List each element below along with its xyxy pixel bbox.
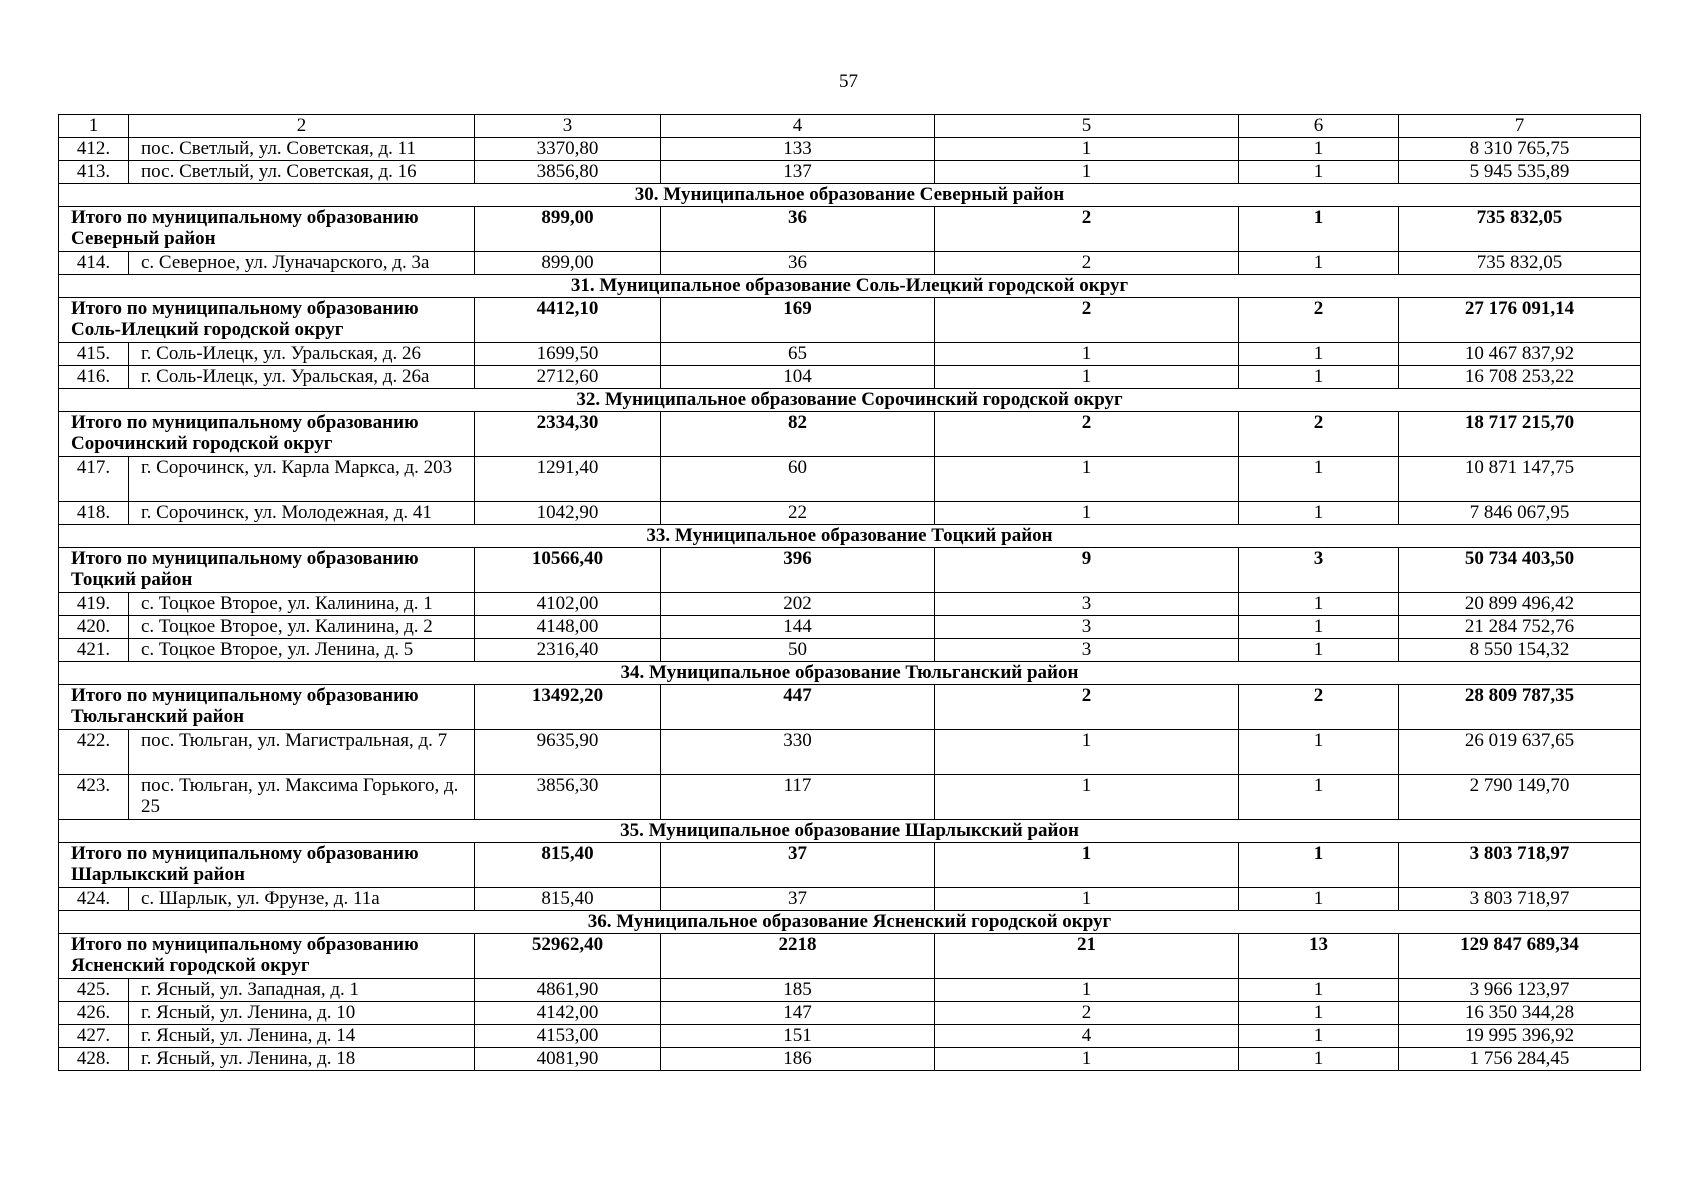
row-col4: 186 xyxy=(661,1048,935,1071)
row-col6: 1 xyxy=(1239,616,1399,639)
row-number: 426. xyxy=(59,1002,129,1025)
table-body xyxy=(59,115,1641,1071)
row-col6: 1 xyxy=(1239,1002,1399,1025)
row-col6: 1 xyxy=(1239,888,1399,911)
row-area: 1042,90 xyxy=(475,502,661,525)
row-amount: 3 966 123,97 xyxy=(1399,979,1641,1002)
row-amount: 19 995 396,92 xyxy=(1399,1025,1641,1048)
row-col5: 1 xyxy=(935,502,1239,525)
row-amount: 16 350 344,28 xyxy=(1399,1002,1641,1025)
table-row xyxy=(59,343,1641,366)
row-address: г. Ясный, ул. Ленина, д. 14 xyxy=(129,1025,475,1048)
row-col4: 330 xyxy=(661,730,935,775)
table-row xyxy=(59,730,1641,775)
row-col5: 2 xyxy=(935,1002,1239,1025)
row-col6: 1 xyxy=(1239,775,1399,820)
section-heading-row xyxy=(59,525,1641,548)
total-label: Итого по муниципальному образованию Шарлыкский район xyxy=(59,843,475,888)
total-row xyxy=(59,843,1641,888)
row-address: пос. Светлый, ул. Советская, д. 11 xyxy=(129,138,475,161)
row-col5: 1 xyxy=(935,888,1239,911)
row-col6: 1 xyxy=(1239,343,1399,366)
total-col6: 2 xyxy=(1239,412,1399,457)
section-title: 35. Муниципальное образование Шарлыкский район xyxy=(59,820,1641,843)
row-area: 3370,80 xyxy=(475,138,661,161)
total-amount: 3 803 718,97 xyxy=(1399,843,1641,888)
total-col4: 396 xyxy=(661,548,935,593)
row-col6: 1 xyxy=(1239,1048,1399,1071)
row-amount: 735 832,05 xyxy=(1399,252,1641,275)
row-col6: 1 xyxy=(1239,161,1399,184)
row-number: 427. xyxy=(59,1025,129,1048)
total-amount: 27 176 091,14 xyxy=(1399,298,1641,343)
row-amount: 21 284 752,76 xyxy=(1399,616,1641,639)
row-amount: 16 708 253,22 xyxy=(1399,366,1641,389)
section-heading-row xyxy=(59,911,1641,934)
table-row xyxy=(59,1048,1641,1071)
row-number: 423. xyxy=(59,775,129,820)
total-amount: 735 832,05 xyxy=(1399,207,1641,252)
row-col4: 202 xyxy=(661,593,935,616)
total-row xyxy=(59,685,1641,730)
total-label: Итого по муниципальному образованию Тоцкий район xyxy=(59,548,475,593)
row-number: 420. xyxy=(59,616,129,639)
page-number: 57 xyxy=(839,71,858,92)
row-amount: 1 756 284,45 xyxy=(1399,1048,1641,1071)
row-col5: 4 xyxy=(935,1025,1239,1048)
table-row xyxy=(59,457,1641,502)
row-amount: 7 846 067,95 xyxy=(1399,502,1641,525)
total-row xyxy=(59,548,1641,593)
row-amount: 5 945 535,89 xyxy=(1399,161,1641,184)
row-address: с. Тоцкое Второе, ул. Калинина, д. 1 xyxy=(129,593,475,616)
row-col4: 50 xyxy=(661,639,935,662)
row-area: 3856,80 xyxy=(475,161,661,184)
row-col4: 60 xyxy=(661,457,935,502)
total-col4: 82 xyxy=(661,412,935,457)
row-col5: 1 xyxy=(935,730,1239,775)
column-header: 1 xyxy=(59,115,129,138)
row-address: пос. Тюльган, ул. Максима Горького, д. 25 xyxy=(129,775,475,820)
row-amount: 3 803 718,97 xyxy=(1399,888,1641,911)
row-address: пос. Светлый, ул. Советская, д. 16 xyxy=(129,161,475,184)
column-header: 6 xyxy=(1239,115,1399,138)
row-number: 415. xyxy=(59,343,129,366)
row-area: 4102,00 xyxy=(475,593,661,616)
table-row xyxy=(59,888,1641,911)
row-col4: 185 xyxy=(661,979,935,1002)
row-address: г. Ясный, ул. Ленина, д. 10 xyxy=(129,1002,475,1025)
row-area: 815,40 xyxy=(475,888,661,911)
total-col6: 1 xyxy=(1239,207,1399,252)
column-header: 7 xyxy=(1399,115,1641,138)
section-heading-row xyxy=(59,389,1641,412)
table-row xyxy=(59,1002,1641,1025)
row-address: г. Сорочинск, ул. Карла Маркса, д. 203 xyxy=(129,457,475,502)
total-col5: 9 xyxy=(935,548,1239,593)
row-number: 417. xyxy=(59,457,129,502)
total-label: Итого по муниципальному образованию Соль-Илецкий городской округ xyxy=(59,298,475,343)
total-area: 815,40 xyxy=(475,843,661,888)
row-address: пос. Тюльган, ул. Магистральная, д. 7 xyxy=(129,730,475,775)
total-col4: 36 xyxy=(661,207,935,252)
row-col4: 151 xyxy=(661,1025,935,1048)
row-col4: 137 xyxy=(661,161,935,184)
row-col5: 1 xyxy=(935,343,1239,366)
column-header: 5 xyxy=(935,115,1239,138)
row-address: г. Соль-Илецк, ул. Уральская, д. 26 xyxy=(129,343,475,366)
row-area: 4861,90 xyxy=(475,979,661,1002)
row-col4: 133 xyxy=(661,138,935,161)
table-row xyxy=(59,1025,1641,1048)
table-row xyxy=(59,366,1641,389)
row-col4: 65 xyxy=(661,343,935,366)
total-area: 4412,10 xyxy=(475,298,661,343)
row-address: г. Ясный, ул. Ленина, д. 18 xyxy=(129,1048,475,1071)
row-col4: 147 xyxy=(661,1002,935,1025)
total-amount: 28 809 787,35 xyxy=(1399,685,1641,730)
table-row xyxy=(59,161,1641,184)
row-area: 4148,00 xyxy=(475,616,661,639)
column-number-row xyxy=(59,115,1641,138)
row-number: 424. xyxy=(59,888,129,911)
row-col5: 1 xyxy=(935,979,1239,1002)
row-number: 413. xyxy=(59,161,129,184)
total-amount: 129 847 689,34 xyxy=(1399,934,1641,979)
row-area: 9635,90 xyxy=(475,730,661,775)
section-title: 30. Муниципальное образование Северный район xyxy=(59,184,1641,207)
row-number: 414. xyxy=(59,252,129,275)
row-number: 425. xyxy=(59,979,129,1002)
row-number: 419. xyxy=(59,593,129,616)
total-col4: 2218 xyxy=(661,934,935,979)
housing-table xyxy=(58,114,1641,1071)
total-col6: 13 xyxy=(1239,934,1399,979)
row-col6: 1 xyxy=(1239,138,1399,161)
total-col4: 37 xyxy=(661,843,935,888)
row-col6: 1 xyxy=(1239,502,1399,525)
row-amount: 8 310 765,75 xyxy=(1399,138,1641,161)
row-address: г. Сорочинск, ул. Молодежная, д. 41 xyxy=(129,502,475,525)
row-col6: 1 xyxy=(1239,457,1399,502)
section-title: 31. Муниципальное образование Соль-Илецкий городской округ xyxy=(59,275,1641,298)
row-col5: 3 xyxy=(935,593,1239,616)
table-row xyxy=(59,593,1641,616)
row-amount: 10 871 147,75 xyxy=(1399,457,1641,502)
row-col4: 37 xyxy=(661,888,935,911)
row-col5: 1 xyxy=(935,775,1239,820)
column-header: 4 xyxy=(661,115,935,138)
total-row xyxy=(59,207,1641,252)
total-col6: 2 xyxy=(1239,685,1399,730)
total-area: 13492,20 xyxy=(475,685,661,730)
row-number: 416. xyxy=(59,366,129,389)
table-row xyxy=(59,775,1641,820)
total-area: 10566,40 xyxy=(475,548,661,593)
row-number: 412. xyxy=(59,138,129,161)
total-col5: 1 xyxy=(935,843,1239,888)
row-address: с. Северное, ул. Луначарского, д. 3а xyxy=(129,252,475,275)
row-amount: 8 550 154,32 xyxy=(1399,639,1641,662)
total-col6: 2 xyxy=(1239,298,1399,343)
column-header: 2 xyxy=(129,115,475,138)
section-heading-row xyxy=(59,820,1641,843)
row-col4: 144 xyxy=(661,616,935,639)
total-col4: 447 xyxy=(661,685,935,730)
row-col5: 1 xyxy=(935,457,1239,502)
total-area: 52962,40 xyxy=(475,934,661,979)
row-area: 2712,60 xyxy=(475,366,661,389)
row-amount: 20 899 496,42 xyxy=(1399,593,1641,616)
row-address: с. Тоцкое Второе, ул. Калинина, д. 2 xyxy=(129,616,475,639)
section-heading-row xyxy=(59,662,1641,685)
row-amount: 2 790 149,70 xyxy=(1399,775,1641,820)
total-amount: 50 734 403,50 xyxy=(1399,548,1641,593)
section-title: 33. Муниципальное образование Тоцкий район xyxy=(59,525,1641,548)
row-col6: 1 xyxy=(1239,639,1399,662)
total-col6: 3 xyxy=(1239,548,1399,593)
section-title: 36. Муниципальное образование Ясненский городской округ xyxy=(59,911,1641,934)
row-number: 428. xyxy=(59,1048,129,1071)
row-col6: 1 xyxy=(1239,593,1399,616)
section-title: 34. Муниципальное образование Тюльганский район xyxy=(59,662,1641,685)
table-row xyxy=(59,616,1641,639)
total-label: Итого по муниципальному образованию Тюльганский район xyxy=(59,685,475,730)
row-col4: 22 xyxy=(661,502,935,525)
row-area: 1291,40 xyxy=(475,457,661,502)
row-area: 2316,40 xyxy=(475,639,661,662)
row-area: 899,00 xyxy=(475,252,661,275)
table-row xyxy=(59,979,1641,1002)
row-area: 4153,00 xyxy=(475,1025,661,1048)
total-row xyxy=(59,412,1641,457)
row-col5: 2 xyxy=(935,252,1239,275)
row-address: г. Ясный, ул. Западная, д. 1 xyxy=(129,979,475,1002)
total-row xyxy=(59,298,1641,343)
total-label: Итого по муниципальному образованию Ясненский городской округ xyxy=(59,934,475,979)
row-col5: 1 xyxy=(935,161,1239,184)
total-col4: 169 xyxy=(661,298,935,343)
row-col6: 1 xyxy=(1239,730,1399,775)
row-col4: 117 xyxy=(661,775,935,820)
row-col5: 3 xyxy=(935,616,1239,639)
row-number: 421. xyxy=(59,639,129,662)
row-amount: 10 467 837,92 xyxy=(1399,343,1641,366)
total-area: 2334,30 xyxy=(475,412,661,457)
row-col6: 1 xyxy=(1239,366,1399,389)
row-area: 3856,30 xyxy=(475,775,661,820)
row-address: с. Шарлык, ул. Фрунзе, д. 11а xyxy=(129,888,475,911)
row-col5: 1 xyxy=(935,138,1239,161)
row-col5: 3 xyxy=(935,639,1239,662)
total-col5: 21 xyxy=(935,934,1239,979)
row-number: 422. xyxy=(59,730,129,775)
total-col5: 2 xyxy=(935,412,1239,457)
table-row xyxy=(59,639,1641,662)
total-col5: 2 xyxy=(935,685,1239,730)
row-col4: 104 xyxy=(661,366,935,389)
section-title: 32. Муниципальное образование Сорочинский городской округ xyxy=(59,389,1641,412)
row-area: 1699,50 xyxy=(475,343,661,366)
row-col5: 1 xyxy=(935,366,1239,389)
total-label: Итого по муниципальному образованию Сорочинский городской округ xyxy=(59,412,475,457)
row-col6: 1 xyxy=(1239,979,1399,1002)
row-col6: 1 xyxy=(1239,1025,1399,1048)
total-col5: 2 xyxy=(935,207,1239,252)
table-row xyxy=(59,252,1641,275)
row-amount: 26 019 637,65 xyxy=(1399,730,1641,775)
row-address: с. Тоцкое Второе, ул. Ленина, д. 5 xyxy=(129,639,475,662)
total-col6: 1 xyxy=(1239,843,1399,888)
row-col4: 36 xyxy=(661,252,935,275)
total-col5: 2 xyxy=(935,298,1239,343)
section-heading-row xyxy=(59,275,1641,298)
section-heading-row xyxy=(59,184,1641,207)
row-area: 4081,90 xyxy=(475,1048,661,1071)
column-header: 3 xyxy=(475,115,661,138)
row-area: 4142,00 xyxy=(475,1002,661,1025)
total-area: 899,00 xyxy=(475,207,661,252)
row-col5: 1 xyxy=(935,1048,1239,1071)
row-number: 418. xyxy=(59,502,129,525)
table-row xyxy=(59,502,1641,525)
row-address: г. Соль-Илецк, ул. Уральская, д. 26а xyxy=(129,366,475,389)
row-col6: 1 xyxy=(1239,252,1399,275)
total-label: Итого по муниципальному образованию Северный район xyxy=(59,207,475,252)
total-amount: 18 717 215,70 xyxy=(1399,412,1641,457)
total-row xyxy=(59,934,1641,979)
table-row xyxy=(59,138,1641,161)
